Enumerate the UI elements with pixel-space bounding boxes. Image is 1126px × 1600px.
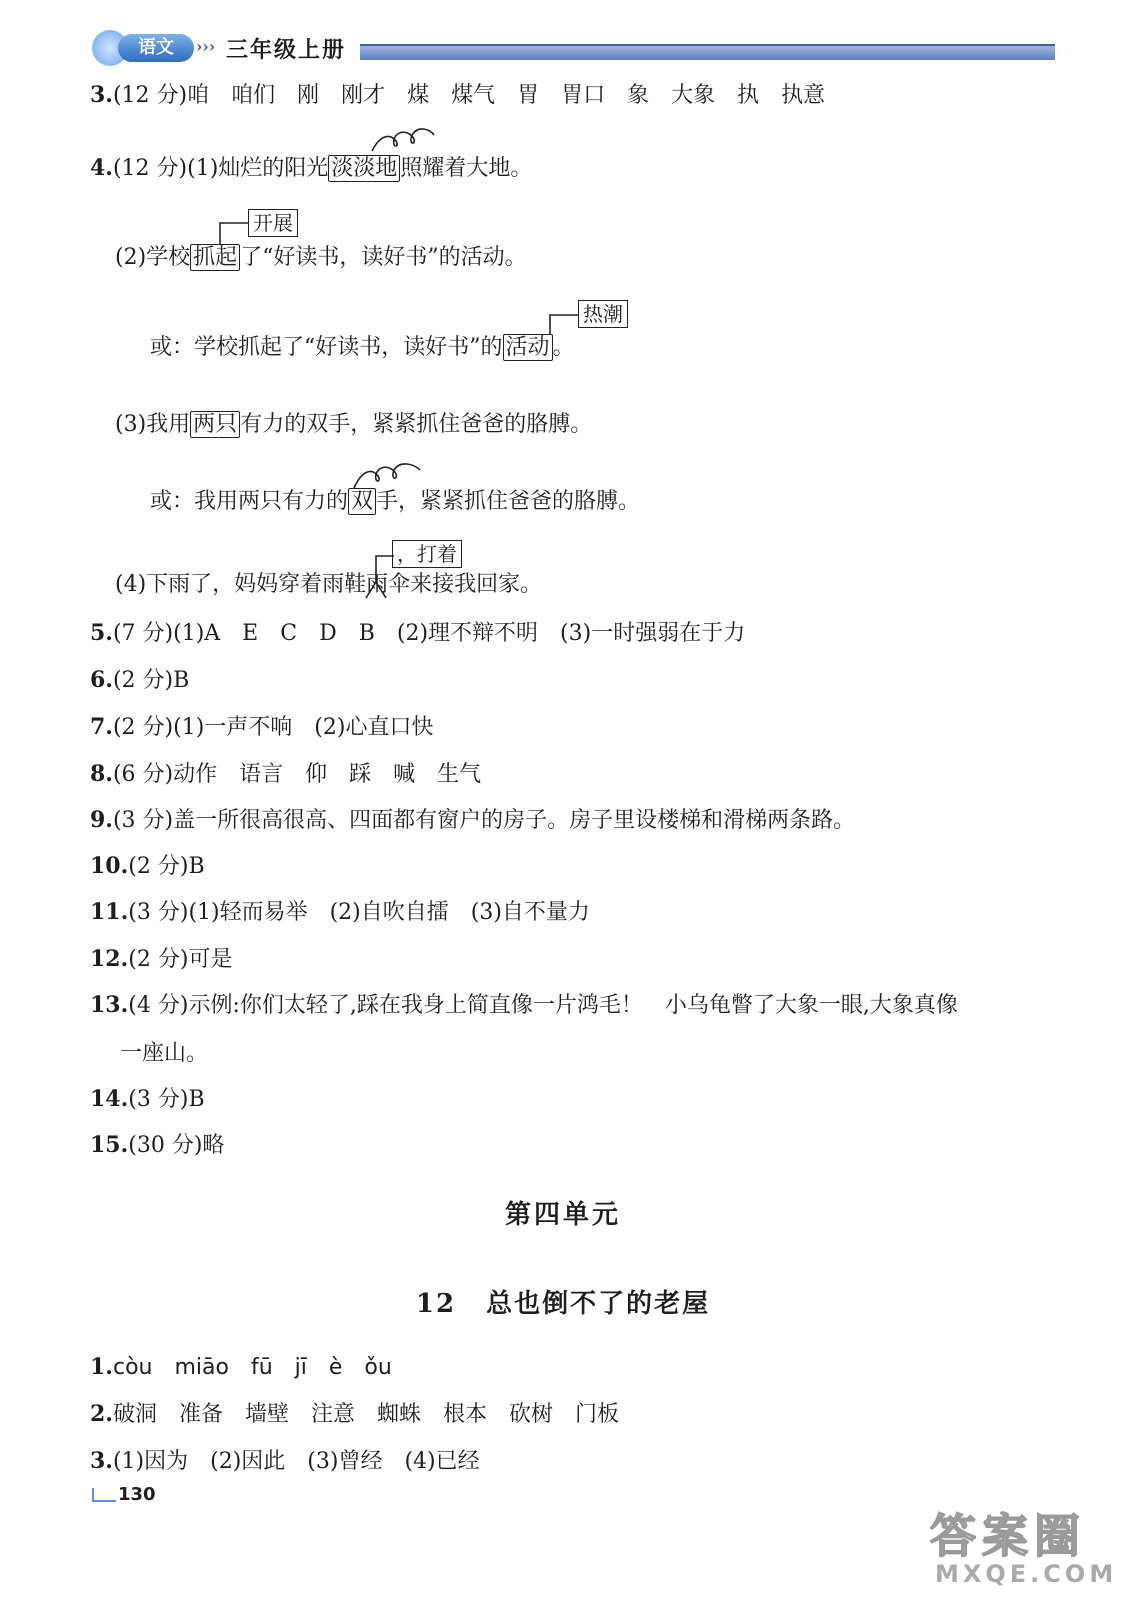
answer-6: 6.(2 分)B (90, 667, 190, 693)
marked-word: 活动 (503, 334, 553, 361)
correction-label: ，打着 (392, 540, 462, 568)
answer-10: 10.(2 分)B (90, 853, 205, 879)
page-number: 130 (118, 1484, 156, 1505)
answer-8: 8.(6 分)动作 语言 仰 踩 喊 生气 (90, 761, 482, 787)
answer-4-3-alt: 或：我用两只有力的 双 手，紧紧抓住爸爸的胳膊。 (150, 489, 641, 514)
lesson-answer-1: 1.còu miāo fū jī è ǒu (90, 1354, 392, 1380)
answer-11: 11.(3 分)(1)轻而易举 (2)自吹自擂 (3)自不量力 (90, 899, 590, 925)
answer-4-1: 4.(12 分)(1)灿烂的阳光 淡淡地 照耀着大地。 (90, 155, 533, 181)
correction-label: 热潮 (578, 300, 628, 328)
watermark-logo: 答案圈 (930, 1509, 1086, 1563)
answer-5: 5.(7 分)(1)A E C D B (2)理不辩不明 (3)一时强弱在于力 (90, 620, 746, 646)
header-bar (360, 44, 1055, 60)
answer-4-2-alt: 或：学校抓起了“好读书，读好书”的 活动 。 (150, 335, 575, 360)
answer-12: 12.(2 分)可是 (90, 946, 233, 972)
answer-4-3: (3)我用 两只 有力的双手，紧紧抓住爸爸的胳膊。 (115, 412, 593, 437)
marked-word: 双 (348, 488, 376, 515)
answer-9: 9.(3 分)盖一所很高很高、四面都有窗户的房子。房子里设楼梯和滑梯两条路。 (90, 807, 856, 833)
answer-4-4: (4)下雨了，妈妈穿着雨鞋雨伞来接我回家。 (115, 572, 543, 597)
marked-word: 淡淡地 (328, 155, 400, 182)
page-corner-icon (92, 1488, 116, 1502)
lesson-answer-2: 2.破洞 准备 墙壁 注意 蜘蛛 根本 砍树 门板 (90, 1401, 619, 1427)
lesson-answer-3: 3.(1)因为 (2)因此 (3)曾经 (4)已经 (90, 1448, 480, 1474)
answer-7: 7.(2 分)(1)一声不响 (2)心直口快 (90, 714, 434, 740)
marked-word: 抓起 (190, 244, 240, 271)
watermark-url: MXQE.COM (935, 1560, 1118, 1588)
answer-3: 3.(12 分)咱 咱们 刚 刚才 煤 煤气 胃 胃口 象 大象 执 执意 (90, 82, 826, 108)
insert-mark-curl (370, 125, 450, 155)
grade-label: 三年级上册 (226, 37, 347, 63)
answer-13: 13.(4 分)示例:你们太轻了,踩在我身上简直像一片鸿毛！ 小乌龟瞥了大象一眼,大象真像 (90, 992, 958, 1018)
insert-mark-curl (350, 458, 440, 490)
lesson-heading: 12 总也倒不了的老屋 (415, 1289, 711, 1319)
answer-14: 14.(3 分)B (90, 1086, 205, 1112)
subject-badge: 语文 (118, 34, 194, 62)
answer-13-cont: 一座山。 (120, 1041, 209, 1066)
answer-4-2: (2)学校 抓起 了“好读书，读好书”的活动。 (115, 245, 527, 270)
answer-15: 15.(30 分)略 (90, 1132, 225, 1158)
marked-word: 两只 (190, 411, 240, 438)
unit-heading: 第四单元 (504, 1200, 621, 1230)
correction-label: 开展 (248, 209, 298, 237)
chevrons-icon: ››› (196, 37, 216, 56)
